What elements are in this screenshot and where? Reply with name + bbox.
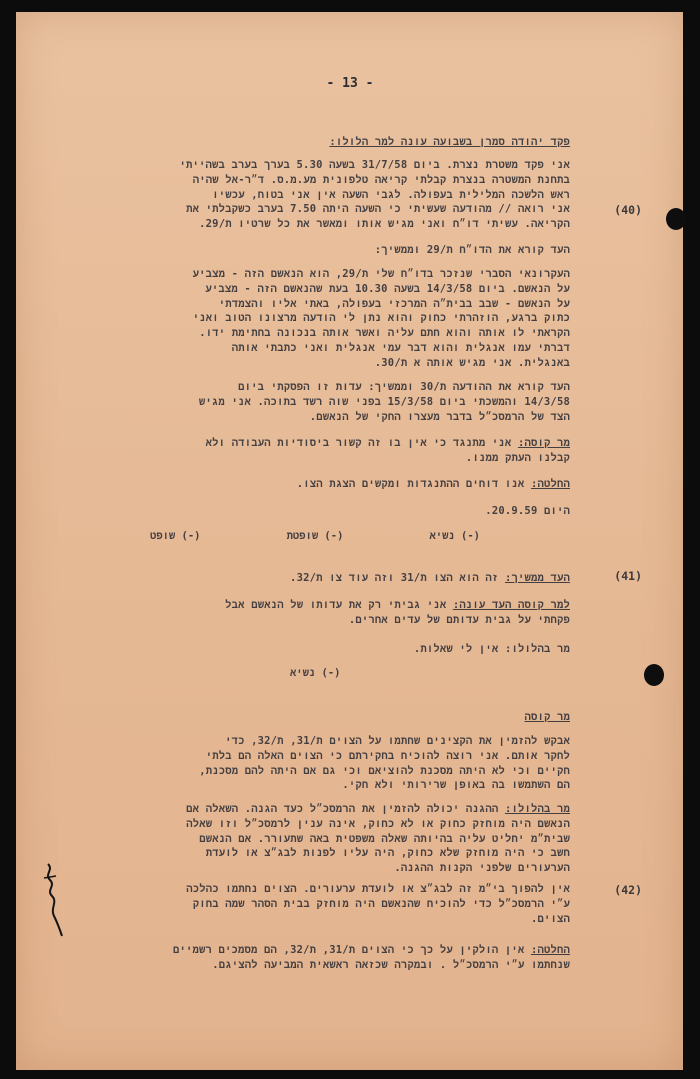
paragraph-appeal: אין להפוך בי״מ זה לבג״צ או לועדת ערעורים. הצוים נחתמו כהלכה ע״י הרמסכ״ל כדי להוכיח שהנאשם היה מוחזק בבית הסהר שמה בחוק הצוים. xyxy=(186,883,570,925)
punch-hole xyxy=(644,664,664,686)
kosa-heading: מר קוסה xyxy=(524,711,570,723)
decision-1: החלטה: אנו דוחים ההתנגדות ומקשים הצגת הצו. xyxy=(296,478,570,490)
signature-president: (-) נשיא xyxy=(429,530,480,542)
page-number: - 13 - xyxy=(326,76,374,91)
margin-number-42: (42) xyxy=(614,883,642,897)
paragraph-3: העקרונאי הסברי שנזכר בדו״ח שלי ת/29, הוא הנאשם הזה - מצביע על הנאשם. ביום 14/3/58 בשעה 10.30 בעת שהנאשם הזה - מצביע על הנאשם - שבב בבית״ה המרכזי בעפולה, באתי אליו והצמדתי כתוק ברגע, הוזהרתי כחוק והוא נתן לי הודעה מרצונו הטוב ואני הקראתי לו אותה והוא חתם עליה ואשר אותה בנכונה בחתימת ידו. דברתי עמו אנגלית והוא דבר עמי אנגלית ואני כתבתי אותה באנגלית. אני מגיש אותה א ת/30. xyxy=(192,268,570,369)
cross-exam-paragraph: למר קוסה העד עונה: אני גביתי רק את עדותו של הנאשם אבל פקחתי על גבית עדותם של עדים אחרים. xyxy=(225,599,570,626)
paragraph-2: העד קורא את הדו״ח ת/29 וממשיך: xyxy=(374,244,570,256)
paragraph-4: העד קורא את ההודעה ת/30 וממשיך: עדות זו הפסקתי ביום 14/3/58 והמשכתי ביום 15/3/58 בפני שוה רשד בתוכה. אני מגיש הצד של הרמסכ״ל בדבר מעצרו החקי של הנאשם. xyxy=(198,381,570,423)
signature-single: (-) נשיא xyxy=(290,667,341,679)
punch-hole xyxy=(666,208,686,230)
signature-row xyxy=(150,530,480,543)
margin-number-41: (41) xyxy=(614,569,642,583)
witness-heading: פקד יהודה סמרן בשבועה עונה למר הלולו: xyxy=(329,136,570,148)
handwritten-mark xyxy=(40,860,70,940)
no-questions-line: מר בהלולו: אין לי שאלות. xyxy=(413,643,570,655)
decision-2: החלטה: אין הולקין על כך כי הצוים ת/31, ת/32, הם מסמכים רשמיים שנחתמו ע״י הרמסכ״ל . ובמקרה שכזאה ראשאית המביעה להציגם. xyxy=(172,944,570,971)
date-line: היום 20.9.59. xyxy=(485,505,570,517)
paragraph-1: אני פקד משטרת נצרת. ביום 31/7/58 בשעה 5.30 בערך בערב בשהייתי בתחנת המשטרה בנצרת קבלתי קריאה טלפונית מע.מ.ס. ד״ר-אל שהיה ראש הלשכה המלילית בעפולה. לגבי השעה אין אני בטוח, עכשיו אני רואה // מהודעה שעשיתי כי השעה היתה 7.50 בערב כשקבלתי את הקריאה. עשיתי דו״ח ואני מגיש אותו ומאשר את כל שרטיו ת/29. xyxy=(179,159,570,231)
signature-judge-m: (-) שופט xyxy=(150,530,201,542)
signature-judge-f: (-) שופטת xyxy=(286,530,344,542)
margin-number-40: (40) xyxy=(614,203,642,217)
paragraph-kosa: אבקש להזמין את הקצינים שחתמו על הצוים ת/31, ת/32, כדי לחקר אותם. אני רוצה להוכיח בחקירתם כי הצוים האלה הם בלתי חקיים וכי לא היתה מסכנת להוציאם וכי גם אם היתה להם מסכנת, הם השתמשו בה באופן שרירותי ולא חקי. xyxy=(199,735,570,792)
witness-continues: העד ממשיך: זה הוא הצו ת/31 וזה עוד צו ת/32. xyxy=(290,572,570,584)
objection-paragraph: מר קוסה: אני מתנגד כי אין בו זה קשור ביסודיות העבודה ולא קבלנו העתק ממנו. xyxy=(205,437,570,464)
paragraph-halulu: מר בהלולו: ההגנה יכולה להזמין את הרמסכ״ל כעד הגנה. השאלה אם הנאשם היה מוחזק כחוק או לא כחוק, אינה ענין לרמסכ״ל וזו שאלה שבית״מ יחליט עליה בהיותה שאלה משפטית באה שתעורר. אם הנאשם חשב כי היה מוחזק שלא כחוק, היה עליו לפנות לבג״צ או לועדת הערעורים שלפני הקנות ההגנה. xyxy=(186,803,570,875)
